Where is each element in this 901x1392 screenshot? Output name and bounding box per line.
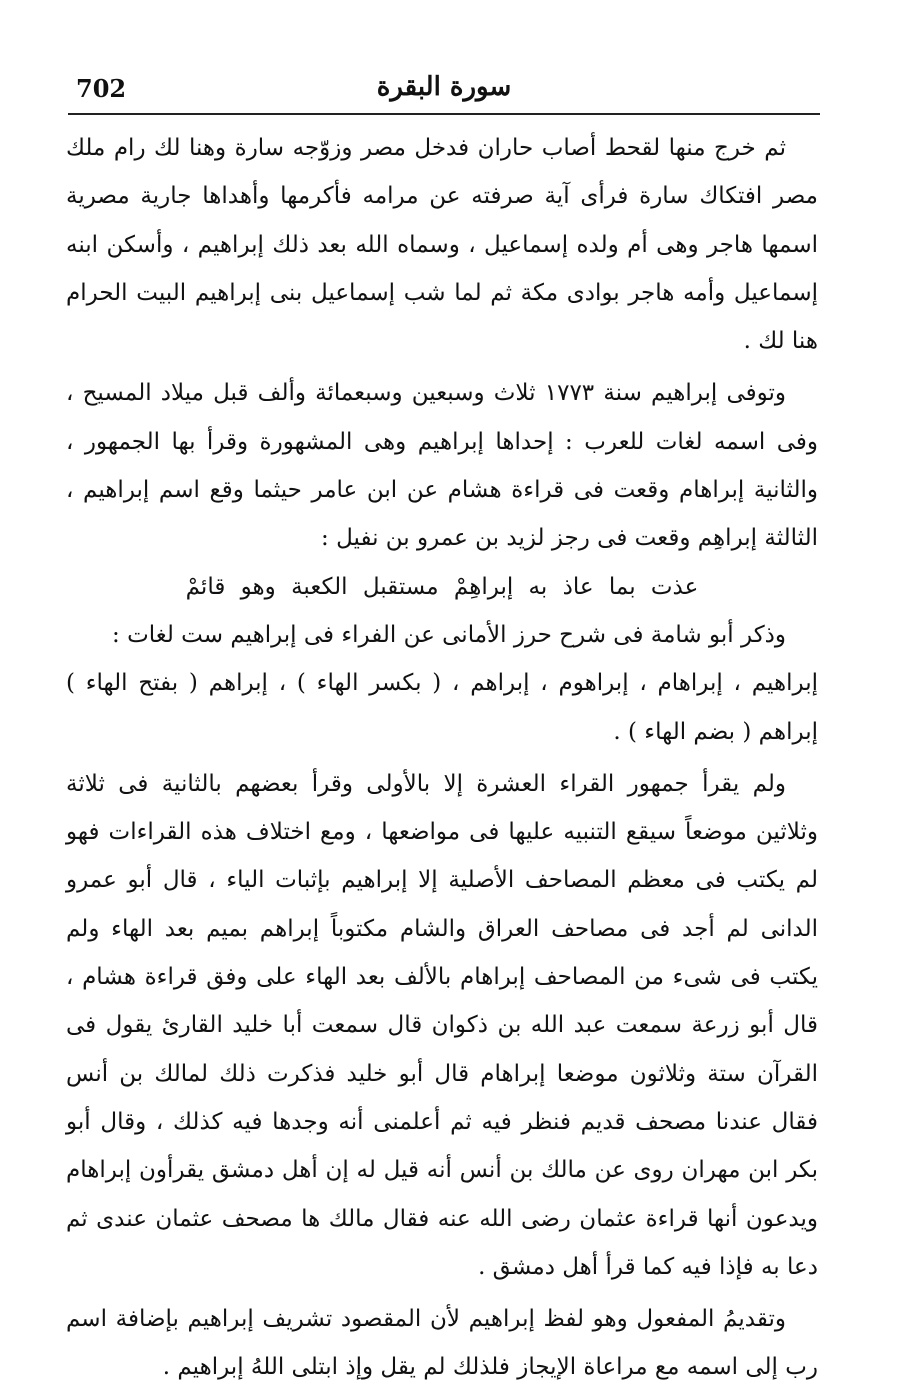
paragraph-abraham-journey: ثم خرج منها لقحط أصاب حاران فدخل مصر وزوّجه سارة وهنا لك رام ملك مصر افتكاك سارة فرأى آية صرفته عن مرامه فأكرمها وأهداها جارية مصرية اسمها هاجر وهى أم ولده إسماعيل ، وسماه الله بعد ذلك إبراهيم ، وأسكن ابنه إسماعيل وأمه هاجر بوادى مكة ثم لما شب إسماعيل بنى إبراهيم البيت الحرام هنا لك .	[66, 135, 818, 355]
paragraph-readings: ولم يقرأ جمهور القراء العشرة إلا بالأولى وقرأ بعضهم بالثانية فى ثلاثة وثلاثين موضعاً سيقع التنبيه عليها فى مواضعها ، ومع اختلاف هذه القراءات فهو لم يكتب فى معظم المصاحف الأصلية إلا إبراهيم بإثبات الياء ، قال أبو عمرو الدانى لم أجد فى مصاحف العراق والشام مكتوباً إبراهم بميم بعد الهاء ولم يكتب فى شىء من المصاحف إبراهام بالألف بعد الهاء على وفق قراءة هشام ، قال أبو زرعة سمعت عبد الله بن ذكوان قال سمعت أبا خليد القارئ يقول فى القرآن ستة وثلاثون موضعا إبراهام قال أبو خليد فذكرت ذلك لمالك بن أنس فقال عندنا مصحف قديم فنظر فيه ثم أعلمنى أنه وجدها فيه كذلك ، وقال أبو بكر ابن مهران روى عن مالك بن أنس أنه قيل له إن أهل دمشق يقرأون إبراهام ويدعون أنها قراءة عثمان رضى الله عنه فقال مالك ها مصحف عثمان عندى ثم دعا به فإذا فيه كما قرأ أهل دمشق .	[66, 770, 818, 1280]
paragraph-six-variants: إبراهيم ، إبراهام ، إبراهوم ، إبراهم ، ( بكسر الهاء ) ، إبراهم ( بفتح الهاء ) إبراهم ( بضم الهاء ) .	[66, 670, 818, 745]
poetry-verse: عذت بما عاذ به إبراهِمْ مستقبل الكعبة وهو قائمْ	[185, 573, 699, 600]
page-number: 702	[76, 74, 127, 103]
paragraph-name-variants-intro: وتوفى إبراهيم سنة ١٧٧٣ ثلاث وسبعين وسبعمائة وألف قبل ميلاد المسيح ، وفى اسمه لغات للعرب : إحداها إبراهيم وهى المشهورة وقرأ بها الجمهور ، والثانية إبراهام وقعت فى قراءة هشام عن ابن عامر حيثما وقع اسم إبراهيم ، الثالثة إبراهِم وقعت فى رجز لزيد بن عمرو بن نفيل :	[66, 380, 818, 552]
page-body	[66, 124, 818, 1392]
page-header	[68, 68, 820, 108]
paragraph-abu-shama: وذكر أبو شامة فى شرح حرز الأمانى عن الفراء فى إبراهيم ست لغات :	[112, 621, 786, 648]
surah-title: سورة البقرة	[376, 72, 512, 102]
header-divider	[68, 113, 820, 115]
paragraph-object-precedence: وتقديمُ المفعول وهو لفظ إبراهيم لأن المقصود تشريف إبراهيم بإضافة اسم رب إلى اسمه مع مراعاة الإيجاز فلذلك لم يقل وإذ ابتلى اللهُ إبراهيم .	[66, 1306, 818, 1381]
